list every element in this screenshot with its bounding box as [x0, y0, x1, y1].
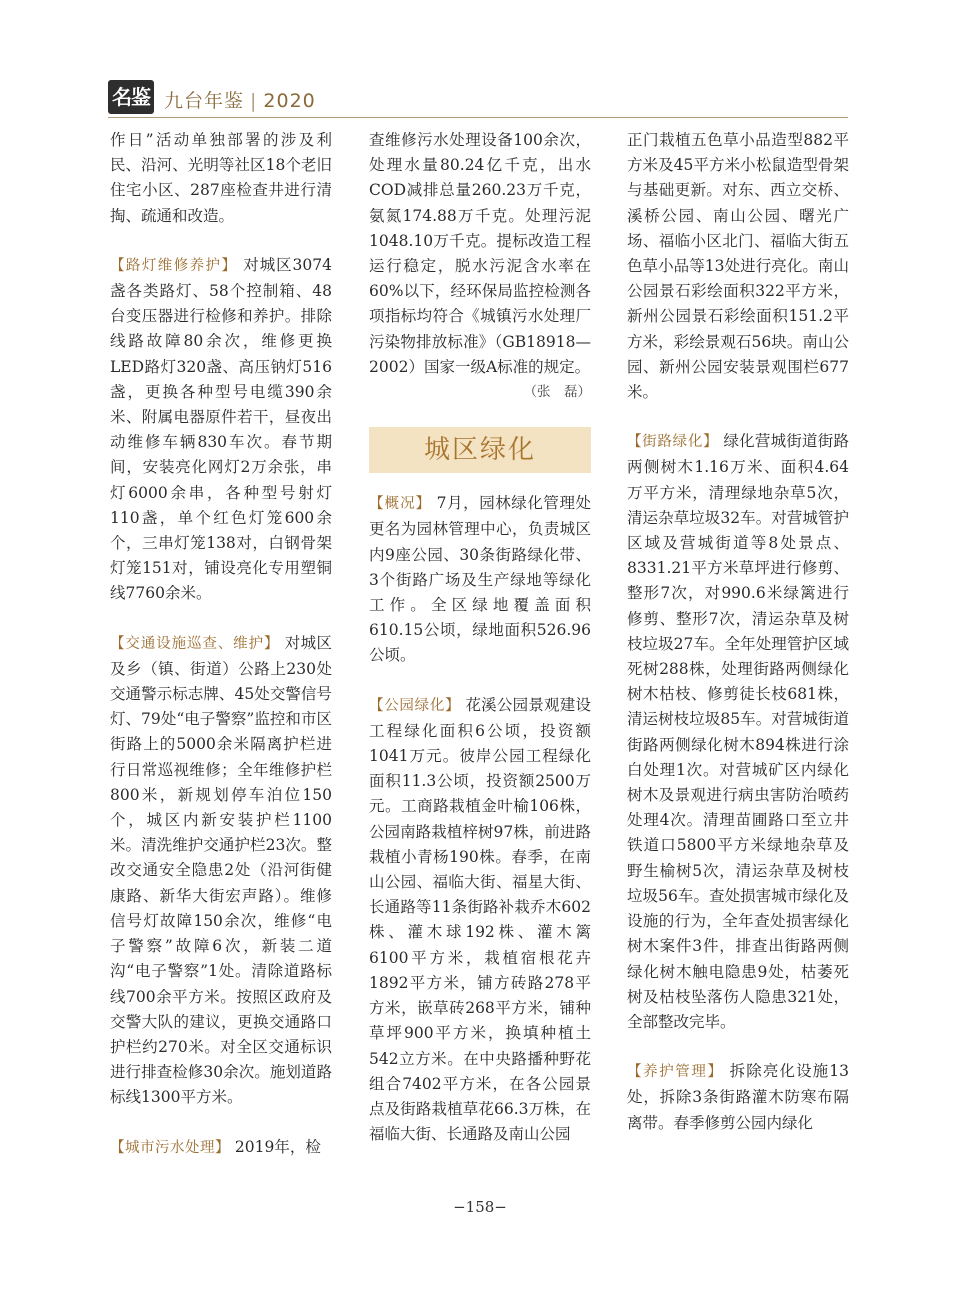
paragraph-body: 对城区3074盏各类路灯、58个控制箱、48台变压器进行检修和养护。排除线路故障80余次，维修更换LED路灯320盏、高压钠灯516盏，更换各种型号电缆390余米、附属电器原件若干，昼夜出动维修车辆830车次。春节期间，安装亮化网灯2万余张，串灯6000余串，各种型号射灯110盏，单个红色灯笼600余个，三串灯笼138对，白钢骨架灯笼151对，铺设亮化专用塑铜线7760余米。	[110, 255, 333, 603]
section-tag: 【街路绿化】	[627, 434, 719, 451]
paragraph-traffic-facilities	[110, 631, 332, 1111]
column-middle	[369, 128, 591, 1147]
yearbook-title: 九台年鉴	[164, 90, 245, 112]
paragraph-street-lights	[110, 253, 332, 607]
paragraph: 正门栽植五色草小品造型882平方米及45平方米小松鼠造型骨架与基础更新。对东、西立交桥、溪桥公园、南山公园、曙光广场、福临小区北门、福临大街五色草小品等13处进行亮化。南山公园景石彩绘面积322平方米，新州公园景石彩绘面积151.2平方米，彩绘景观石56块。南山公园、新州公园安装景观围栏677米。	[627, 131, 849, 402]
paragraph: 作日”活动单独部署的涉及利民、沿河、光明等社区18个老旧住宅小区、287座检查井进行清掏、疏通和改造。	[110, 131, 332, 225]
paragraph-overview	[369, 491, 591, 668]
section-heading: 城区绿化	[369, 427, 591, 473]
paragraph-body: 拆除亮化设施13处，拆除3条街路灌木防寒布隔离带。春季修剪公园内绿化	[627, 1062, 849, 1132]
section-tag: 【公园绿化】	[369, 697, 461, 714]
paragraph: 查维修污水处理设备100余次，处理水量80.24亿千克，出水COD减排总量260.23万千克，氨氮174.88万千克。处理污泥1048.10万千克。提标改造工程运行稳定，脱水污泥含水率在60%以下，经环保局监控检测各项指标均符合《城镇污水处理厂污染物排放标准》（GB18918—2002）国家一级A标准的规定。	[369, 131, 591, 376]
page-header	[108, 80, 848, 118]
author-signature: （张 磊）	[523, 384, 591, 401]
section-tag: 【交通设施巡查、维护】	[110, 635, 280, 652]
yearbook-logo: 名鉴	[108, 80, 154, 114]
paragraph-park-greening	[369, 693, 591, 1148]
header-rule	[108, 117, 848, 118]
column-left	[110, 128, 332, 1161]
title-separator: |	[250, 90, 258, 112]
section-tag: 【养护管理】	[627, 1064, 724, 1081]
section-tag: 【城市污水处理】	[110, 1139, 230, 1156]
yearbook-year: 2020	[263, 90, 316, 112]
section-tag: 【路灯维修养护】	[110, 257, 238, 274]
paragraph-sewage	[110, 1135, 332, 1161]
page-number: −158−	[453, 1198, 507, 1216]
section-tag: 【概况】	[369, 496, 432, 513]
paragraph-maintenance	[627, 1059, 849, 1136]
paragraph-body: 对城区及乡（镇、街道）公路上230处交通警示标志牌、45处交警信号灯、79处“电子警察”监控和市区街路上的5000余米隔离护栏进行日常巡视维修；全年维修护栏800米，新规划停车泊位150个，城区内新安装护栏1100米。清洗维护交通护栏23次。整改交通安全隐患2处（沿河街健康路、新华大街宏声路）。维修信号灯故障150余次，维修“电子警察”故障6次，新装二道沟“电子警察”1处。清除道路标线700余平方米。按照区政府及交警大队的建议，更换交通路口护栏约270米。对全区交通标识进行排查检修30余次。施划道路标线1300平方米。	[110, 633, 332, 1107]
paragraph-body: 花溪公园景观建设工程绿化面积6公顷，投资额1041万元。彼岸公园工程绿化面积11.3公顷，投资额2500万元。工商路栽植金叶榆106株，公园南路栽植梓树97株，前进路栽植小青杨190株。春季，在南山公园、福临大街、福星大街、长通路等11条街路补栽乔木602株、灌木球192株、灌木篱6100平方米，栽植宿根花卉1892平方米，铺方砖路278平方米，嵌草砖268平方米，铺种草坪900平方米，换填种植土542立方米。在中央路播种野花组合7402平方米，在各公园景点及街路栽植草花66.3万株，在福临大街、长通路及南山公园	[369, 695, 591, 1144]
paragraph-body: 绿化营城街道街路两侧树木1.16万米、面积4.64万平方米，清理绿地杂草5次，清运杂草垃圾32车。对营城管护区域及营城街道等8处景点、8331.21平方米草坪进行修剪、整形7次，对990.6米绿篱进行修剪、整形7次，清运杂草及树枝垃圾27车。全年处理管护区域死树288株，处理街路两侧绿化树木枯枝、修剪徒长枝681株，清运树枝垃圾85车。对营城街道街路两侧绿化树木894株进行涂白处理1次。对营城矿区内绿化树木及景观进行病虫害防治喷药处理4次。清理苗圃路口至立井铁道口5800平方米绿地杂草及野生榆树5次，清运杂草及树枝垃圾56车。查处损害城市绿化及设施的行为，全年查处损害绿化树木案件3件，排查出街路两侧绿化树木触电隐患9处，枯萎死树及枯枝坠落伤人隐患321处，全部整改完毕。	[627, 432, 849, 1031]
column-right	[627, 128, 849, 1136]
running-title	[164, 86, 316, 113]
paragraph-street-greening	[627, 429, 849, 1035]
paragraph-body: 7月，园林绿化管理处更名为园林管理中心，负责城区内9座公园、30条街路绿化带、3个街路广场及生产绿地等绿化工作。全区绿地覆盖面积610.15公顷，绿地面积526.96公顷。	[369, 494, 591, 665]
paragraph-body: 2019年，检	[230, 1137, 321, 1156]
